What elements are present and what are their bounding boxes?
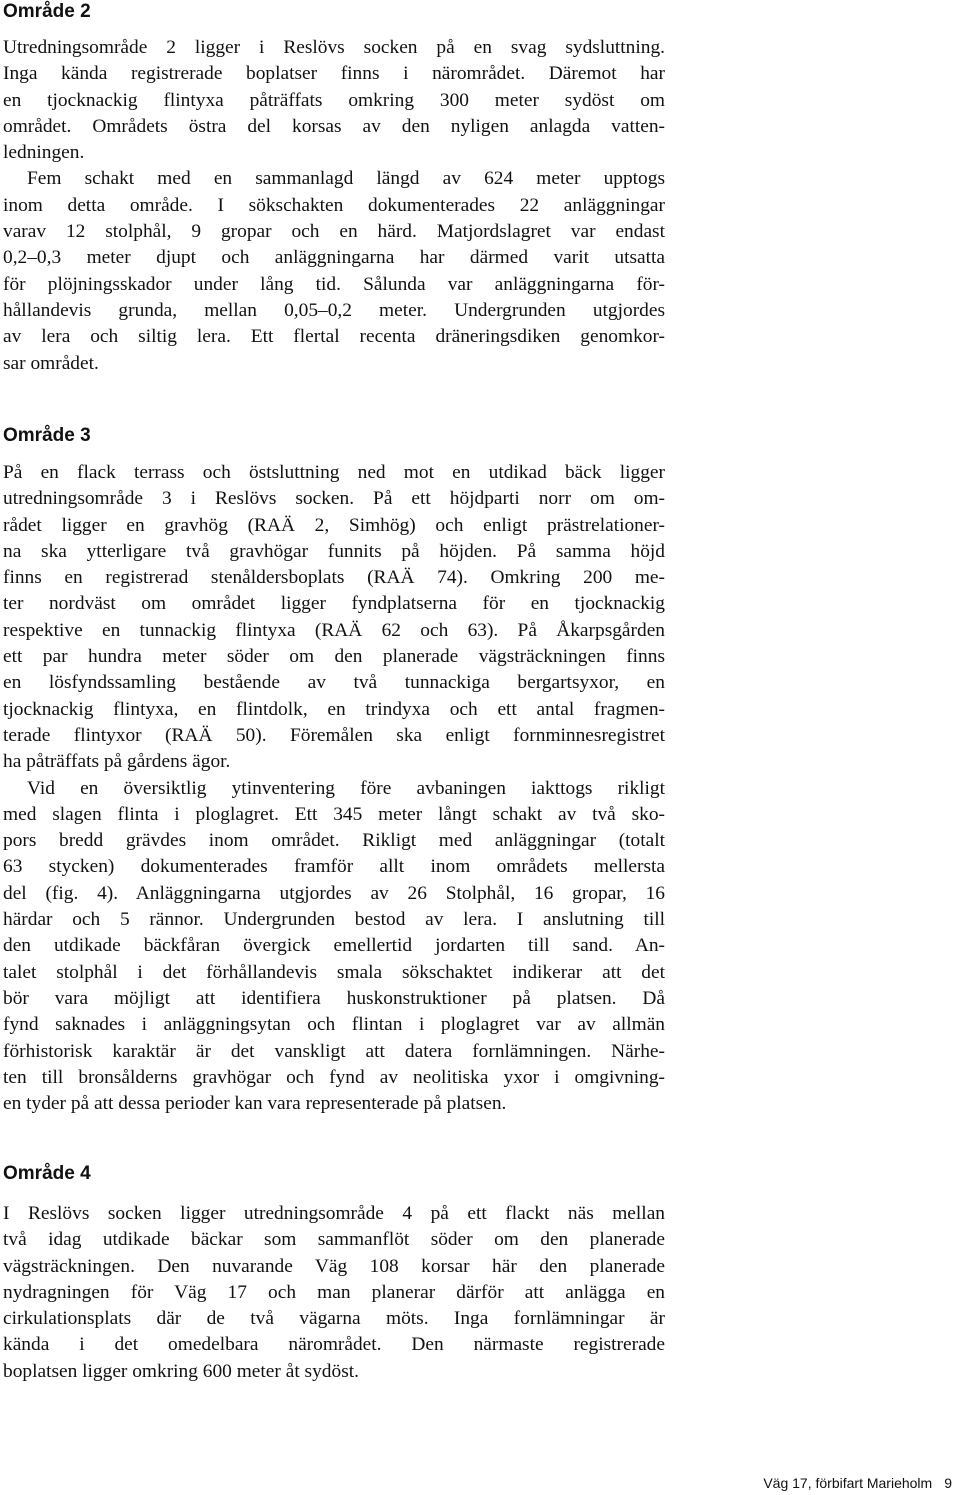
text-line: inom detta område. I sökschakten dokumenterades 22 anläggningar — [3, 194, 665, 216]
text-line: På en flack terrass och östsluttning ned mot en utdikad bäck ligger — [3, 462, 665, 483]
text-line: del (fig. 4). Anläggningarna utgjordes av 26 Stolphål, 16 gropar, 16 — [3, 882, 665, 904]
section-omrade-3-text — [3, 460, 665, 1117]
text-line: ter nordväst om området ligger fyndplatserna för en tjocknackig — [3, 593, 665, 615]
text-line: området. Områdets östra del korsas av den nyligen anlagda vatten- — [3, 115, 665, 137]
footer-title: Väg 17, förbifart Marieholm — [763, 1475, 933, 1491]
text-line: bör vara möjligt att identifiera huskonstruktioner på platsen. Då — [3, 987, 665, 1009]
text-line: en tjocknackig flintyxa påträffats omkring 300 meter sydöst om — [3, 89, 665, 111]
section-omrade-4-text — [3, 1201, 665, 1385]
text-line: ett par hundra meter söder om den planerade vägsträckningen finns — [3, 646, 665, 668]
text-line: Fem schakt med en sammanlagd längd av 624 meter upptogs — [27, 168, 665, 190]
text-line: I Reslövs socken ligger utredningsområde 4 på ett flackt näs mellan — [3, 1203, 665, 1224]
text-line: ten till bronsålderns gravhögar och fynd av neolitiska yxor i omgivning- — [3, 1066, 665, 1088]
text-line: en tyder på att dessa perioder kan vara representerade på platsen. — [3, 1093, 507, 1115]
text-line: Utredningsområde 2 ligger i Reslövs socken på en svag sydsluttning. — [3, 37, 665, 58]
text-line: 0,2–0,3 meter djupt och anläggningarna har därmed varit utsatta — [3, 247, 665, 269]
text-line: hållandevis grunda, mellan 0,05–0,2 meter. Undergrunden utgjordes — [3, 299, 665, 321]
text-line: tjocknackig flintyxa, en flintdolk, en trindyxa och ett antal fragmen- — [3, 698, 665, 720]
text-line: 63 stycken) dokumenterades framför allt inom områdets mellersta — [3, 856, 665, 878]
text-line: finns en registrerad stenåldersboplats (RAÄ 74). Omkring 200 me- — [3, 567, 665, 589]
text-line: respektive en tunnackig flintyxa (RAÄ 62 och 63). På Åkarpsgården — [3, 619, 665, 641]
text-line: varav 12 stolphål, 9 gropar och en härd. Matjordslagret var endast — [3, 221, 665, 243]
text-line: härdar och 5 rännor. Undergrunden bestod av lera. I anslutning till — [3, 909, 665, 931]
text-line: pors bredd grävdes inom området. Rikligt med anläggningar (totalt — [3, 830, 665, 852]
heading-omrade-4: Område 4 — [3, 1163, 91, 1184]
text-line: förhistorisk karaktär är det vanskligt att datera fornlämningen. Närhe- — [3, 1040, 665, 1062]
text-line: för plöjningsskador under lång tid. Sålunda var anläggningarna för- — [3, 273, 665, 295]
text-line: vägsträckningen. Den nuvarande Väg 108 korsar här den planerade — [3, 1255, 665, 1277]
text-line: terade flintyxor (RAÄ 50). Föremålen ska enligt fornminnesregistret — [3, 724, 665, 746]
text-line: av lera och siltig lera. Ett flertal recenta dräneringsdiken genomkor- — [3, 326, 665, 348]
text-line: cirkulationsplats där de två vägarna möts. Inga fornlämningar är — [3, 1308, 665, 1330]
text-line: Vid en översiktlig ytinventering före avbaningen iakttogs rikligt — [27, 777, 665, 799]
text-line: kända i det omedelbara närområdet. Den närmaste registrerade — [3, 1334, 665, 1356]
text-line: ledningen. — [3, 142, 85, 164]
text-line: med slagen flinta i ploglagret. Ett 345 meter långt schakt av två sko- — [3, 803, 665, 825]
text-line: rådet ligger en gravhög (RAÄ 2, Simhög) och enligt prästrelationer- — [3, 514, 665, 536]
text-line: boplatsen ligger omkring 600 meter åt sydöst. — [3, 1360, 359, 1382]
text-line: ha påträffats på gårdens ägor. — [3, 751, 231, 773]
text-line: fynd saknades i anläggningsytan och flintan i ploglagret var av allmän — [3, 1014, 665, 1036]
page-number: 9 — [944, 1475, 952, 1491]
text-line: sar området. — [3, 352, 99, 374]
text-line: na ska ytterligare två gravhögar funnits på höjden. På samma höjd — [3, 540, 665, 562]
page-footer — [763, 1474, 952, 1492]
text-line: Inga kända registrerade boplatser finns i närområdet. Däremot har — [3, 63, 665, 85]
section-omrade-2-text — [3, 35, 665, 377]
text-line: talet stolphål i det förhållandevis smala sökschaktet indikerar att det — [3, 961, 665, 983]
heading-omrade-2: Område 2 — [3, 1, 91, 22]
text-line: en lösfyndssamling bestående av två tunnackiga bergartsyxor, en — [3, 672, 665, 694]
text-line: den utdikade bäckfåran övergick emellertid jordarten till sand. An- — [3, 935, 665, 957]
text-line: utredningsområde 3 i Reslövs socken. På ett höjdparti norr om om- — [3, 488, 665, 510]
heading-omrade-3: Område 3 — [3, 425, 91, 446]
text-line: nydragningen för Väg 17 och man planerar därför att anlägga en — [3, 1281, 665, 1303]
text-line: två idag utdikade bäckar som sammanflöt söder om den planerade — [3, 1229, 665, 1251]
